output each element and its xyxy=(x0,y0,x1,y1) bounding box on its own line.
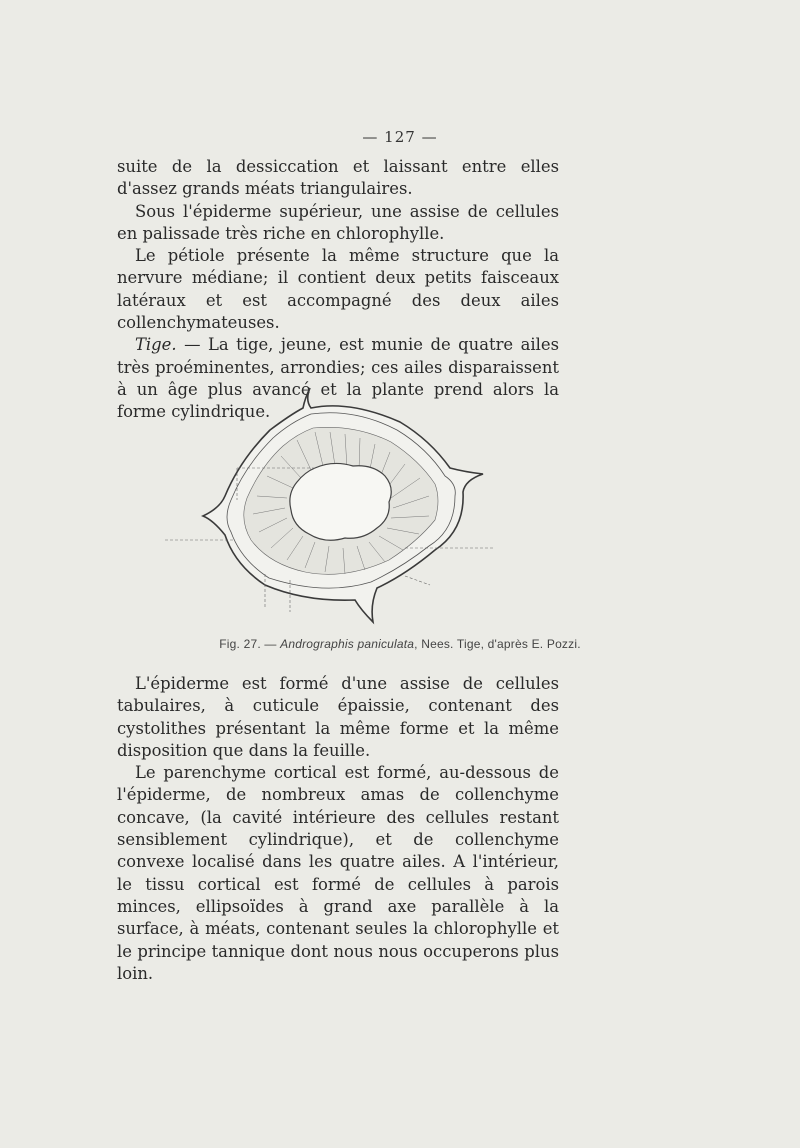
stem-cross-section-figure xyxy=(165,380,505,640)
section-label: Tige. xyxy=(135,335,177,355)
figure-caption xyxy=(0,637,800,651)
paragraph: L'épiderme est formé d'une assise de cellules tabulaires, à cuticule épaissie, contenant des cystolithes présentant la même forme et la même disposition que dans la feuille. xyxy=(117,674,559,760)
paragraph: Sous l'épiderme supérieur, une assise de cellules en palissade très riche en chlorophylle. xyxy=(117,201,559,243)
paragraph: Le pétiole présente la même structure que la nervure médiane; il contient deux petits faisceaux latéraux et est accompagné des deux ailes collenchymateuses. xyxy=(117,246,559,333)
caption-prefix: Fig. 27. — xyxy=(219,637,281,651)
stem-cross-section-drawing xyxy=(165,380,505,640)
paragraph-text: — La tige, jeune, est munie de quatre ailes très proéminentes, arrondies; ces ailes disparaissent à un âge plus avancé et la plante prend alors la forme cylindrique. xyxy=(117,335,559,422)
caption-species: Andrographis paniculata xyxy=(280,637,415,651)
caption-suffix: , Nees. Tige, d'après E. Pozzi. xyxy=(414,637,581,651)
body-text-bottom xyxy=(117,673,559,985)
paragraph: Le parenchyme cortical est formé, au-dessous de l'épiderme, de nombreux amas de collenchyme concave, (la cavité intérieure des cellules restant sensiblement cylindrique), et de collenchyme convexe localisé dans les quatre ailes. A l'intérieur, le tissu cortical est formé de cellules à parois minces, ellipsoïdes à grand axe parallèle à la surface, à méats, contenant seules la chlorophylle et le principe tannique dont nous nous occuperons plus loin. xyxy=(117,763,559,983)
page-number: — 127 — xyxy=(362,128,438,146)
paragraph: suite de la dessiccation et laissant entre elles d'assez grands méats triangulaires. xyxy=(117,157,559,199)
